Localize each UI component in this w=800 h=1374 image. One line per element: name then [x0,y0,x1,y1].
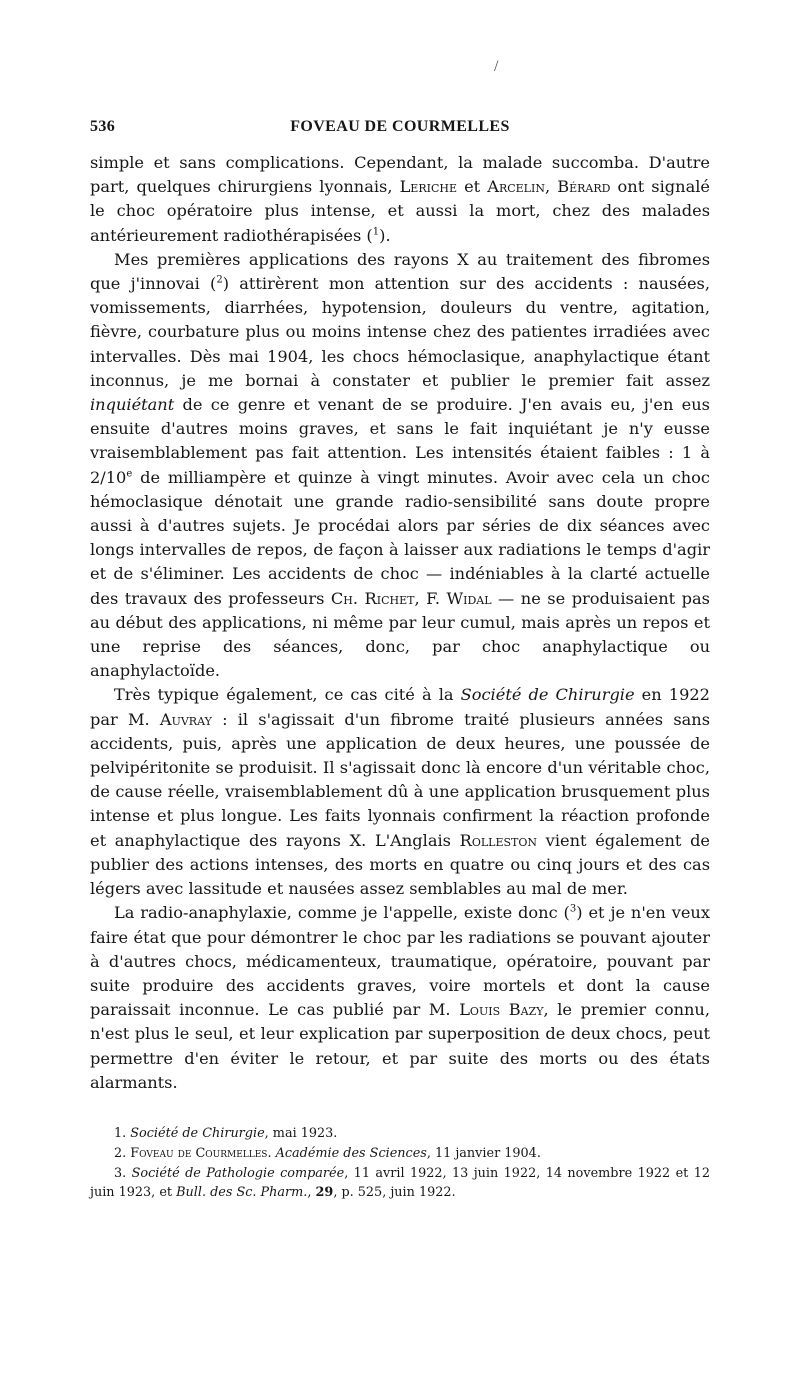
footnote-ref: 2 [216,274,223,286]
text-run: et [457,177,488,197]
body-text [90,151,710,1095]
page-header [90,118,710,142]
paragraph-4 [90,901,710,1095]
footnote-number: 1. [114,1126,131,1141]
footnote-number: 3. [114,1165,132,1181]
ordinal-superscript: e [126,468,133,480]
paragraph-1 [90,151,710,248]
text-run: , p. 525, juin 1922. [333,1185,456,1201]
author-name: Rolleston [459,830,538,850]
footnote-2 [90,1144,710,1164]
text-run: vient également de publier des actions intenses, des morts en quatre ou cinq jours et des cas légers avec lassitude et nausées assez semblables au mal de mer. [90,830,711,899]
text-run: , mai 1923. [264,1126,338,1141]
italic-text: Académie des Sciences [275,1145,427,1161]
stray-pen-mark: / [494,58,499,75]
text-run: en 1922 par M. [90,685,710,729]
text-run: , [307,1185,316,1201]
text-run: , [544,177,558,197]
text-run: ). [379,225,391,245]
author-name: Auvray [159,709,212,729]
running-head: FOVEAU DE COURMELLES [290,118,510,135]
text-run: La radio-anaphylaxie, comme je l'appelle, existe donc ( [114,903,570,923]
author-name: Leriche [399,177,458,197]
author-name: Louis Bazy [459,1000,544,1020]
author-name: Ch. Richet [330,588,415,608]
footnote-3 [90,1164,710,1204]
italic-text: Société de Pathologie comparée [131,1165,345,1181]
author-name: Arcelin [487,177,545,197]
text-run: Très typique également, ce cas cité à la [114,685,461,705]
page-number: 536 [90,118,116,135]
volume-number: 29 [315,1185,334,1201]
footnote-number: 2. [114,1145,131,1161]
text-run: — ne se produisaient pas au début des applications, ni même par leur cumul, mais après un repos et une reprise des séances, donc, par choc anaphylactique ou anaphylactoïde. [90,588,710,681]
text-run: ont signalé le choc opératoire plus intense, et aussi la mort, chez des malades antérieurement radiothérapisées ( [90,177,710,245]
text-run: simple et sans complications. Cependant, la malade succomba. D'autre part, quelques chirurgiens lyonnais, [90,153,710,197]
italic-text: Société de Chirurgie [130,1126,265,1141]
paragraph-3 [90,683,710,901]
footnote-ref: 3 [569,903,577,915]
text-run: : il s'agissait d'un fibrome traité plusieurs années sans accidents, puis, après une application de deux heures, une poussée de pelvipéritonite se produisit. Il s'agissait donc là encore d'un véritable choc, de cause réelle, vraisemblablement dû à une application brusquement plus intense et plus longue. Les faits lyonnais confirment la réaction profonde et anaphylactique des rayons X. L'Anglais [90,709,711,850]
text-run: , 11 avril 1922, 13 juin 1922, 14 novembre 1922 et 12 juin 1923, et [90,1165,710,1201]
text-run: , 11 janvier 1904. [426,1145,541,1161]
author-name: Foveau de Courmelles [130,1145,268,1161]
text-run: . [267,1145,276,1161]
author-name: Bérard [557,177,611,197]
text-run: Mes premières applications des rayons X au traitement des fibromes que j'innovai ( [90,249,710,294]
italic-text: Société de Chirurgie [460,685,635,705]
text-run: , le premier connu, n'est plus le seul, et leur explication par superposition de deux chocs, peut permettre d'en éviter le retour, et par suite des morts ou des états alarmants. [90,1000,711,1092]
text-run: ) et je n'en veux faire état que pour démontrer le choc par les radiations se pouvant ajouter à d'autres chocs, médicamenteux, traumatique, opératoire, pouvant par suite produire des accidents graves, voire mortels et dont la cause paraissait inconnue. Le cas publié par M. [90,903,710,1020]
text-run: de ce genre et venant de se produire. J'en avais eu, j'en eus ensuite d'autres moins graves, et sans le fait inquiétant je n'y eusse vraisemblablement pas fait attention. Les intensités étaient faibles : 1 à 2/10 [90,395,710,487]
text-run: de milliampère et quinze à vingt minutes. Avoir avec cela un choc hémoclasique dénotait une grande radio-sensibilité sans doute propre aussi à d'autres sujets. Je procédai alors par séries de dix séances avec longs intervalles de repos, de façon à laisser aux radiations le temps d'agir et de s'éliminer. Les accidents de choc — indéniables à la clarté actuelle des travaux des professeurs [90,467,710,608]
footnotes [90,1124,710,1203]
text-run: ) attirèrent mon attention sur des accidents : nausées, vomissements, diarrhées, hypotension, douleurs du ventre, agitation, fièvre, courbature plus ou moins intense chez des patientes irradiées avec intervalles. Dès mai 1904, les chocs hémoclasique, anaphylactique étant inconnus, je me bornai à constater et publier le premier fait assez [90,274,710,390]
italic-text: Bull. des Sc. Pharm. [176,1185,308,1201]
author-name: F. Widal [426,588,492,608]
footnote-ref: 1 [372,226,380,238]
text-run: , [414,588,427,608]
italic-text: inquiétant [90,395,175,415]
paragraph-2 [90,248,710,684]
footnote-1 [90,1124,710,1144]
